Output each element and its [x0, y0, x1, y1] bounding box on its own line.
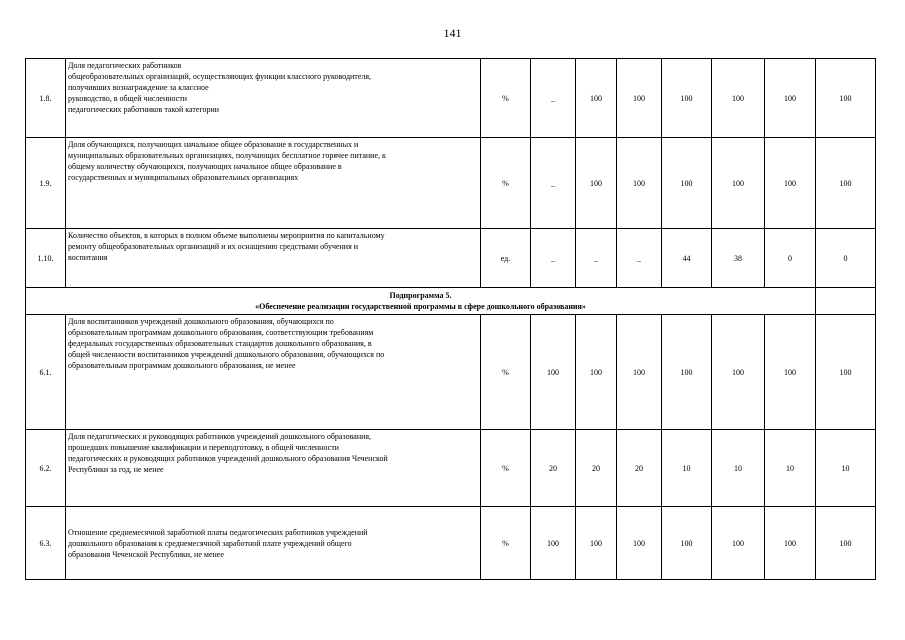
value-cell: 100 [576, 59, 617, 138]
value-cell: 100 [576, 138, 617, 229]
value-cell: 10 [765, 430, 816, 507]
value-cell: 100 [765, 59, 816, 138]
table-row [26, 430, 876, 507]
subprogram-header-row [26, 288, 876, 315]
value-cell: 100 [765, 138, 816, 229]
value-cell: 100 [576, 315, 617, 430]
value-cell: 100 [617, 138, 662, 229]
value-cell: 10 [816, 430, 876, 507]
value-cell: 100 [712, 138, 765, 229]
table-row [26, 507, 876, 580]
value-cell: _ [531, 138, 576, 229]
indicator-description: Доля воспитанников учреждений дошкольного образования, обучающихся по образовательным программам дошкольного образования, соответствующим требованиям федеральных государственных образовательных стандартов дошкольного образования, в общей численности воспитанников учреждений дошкольного образования, обучающихся по образовательным программам дошкольного образования, не менее [66, 315, 481, 430]
table-row [26, 59, 876, 138]
indicator-description: Доля педагогических и руководящих работников учреждений дошкольного образования, прошедших повышение квалификации и переподготовку, в общей численности педагогических и руководящих работников учреждений дошкольного образования Чеченской Республики за год, не менее [66, 430, 481, 507]
value-cell: 10 [662, 430, 712, 507]
value-cell: 100 [712, 315, 765, 430]
value-cell: 100 [816, 59, 876, 138]
subprogram-title [26, 288, 816, 315]
table-row [26, 138, 876, 229]
unit-cell: % [481, 59, 531, 138]
unit-cell: % [481, 430, 531, 507]
value-cell: 100 [816, 507, 876, 580]
page-number: 141 [443, 26, 462, 40]
table-row [26, 315, 876, 430]
value-cell: 0 [816, 229, 876, 288]
value-cell: 100 [662, 138, 712, 229]
row-number: 1.9. [26, 138, 66, 229]
value-cell: 100 [662, 315, 712, 430]
value-cell: 100 [816, 315, 876, 430]
subprogram-name: «Обеспечение реализации государственной программы в сфере дошкольного образования» [255, 302, 586, 311]
value-cell: 38 [712, 229, 765, 288]
table-row [26, 229, 876, 288]
value-cell: 100 [816, 138, 876, 229]
value-cell: 44 [662, 229, 712, 288]
value-cell: 20 [576, 430, 617, 507]
unit-cell: ед. [481, 229, 531, 288]
value-cell: 10 [712, 430, 765, 507]
value-cell: 20 [531, 430, 576, 507]
row-number: 6.1. [26, 315, 66, 430]
indicator-description: Отношение среднемесячной заработной платы педагогических работников учреждений дошкольного образования к среднемесячной заработной плате учреждений общего образования Чеченской Республики, не менее [66, 507, 481, 580]
value-cell: 100 [531, 315, 576, 430]
value-cell: 100 [765, 315, 816, 430]
value-cell: 100 [662, 507, 712, 580]
value-cell: 0 [765, 229, 816, 288]
value-cell: _ [617, 229, 662, 288]
row-number: 6.2. [26, 430, 66, 507]
indicators-table [25, 58, 876, 580]
indicator-description: Доля педагогических работников общеобразовательных организаций, осуществляющих функции классного руководителя, получивших вознаграждение за классное руководство, в общей численности педагогических работников такой категории [66, 59, 481, 138]
value-cell: 100 [576, 507, 617, 580]
unit-cell: % [481, 315, 531, 430]
subprogram-number: Подпрограмма 5. [389, 291, 452, 300]
value-cell: 100 [765, 507, 816, 580]
row-number: 1.10. [26, 229, 66, 288]
value-cell: 100 [662, 59, 712, 138]
value-cell: 100 [617, 59, 662, 138]
value-cell: 100 [712, 507, 765, 580]
indicator-description: Количество объектов, в которых в полном объеме выполнены мероприятия по капитальному ремонту общеобразовательных организаций и их оснащению средствами обучения и воспитания [66, 229, 481, 288]
value-cell: 100 [712, 59, 765, 138]
row-number: 6.3. [26, 507, 66, 580]
indicator-description: Доля обучающихся, получающих начальное общее образование в государственных и муниципальных образовательных организациях, получающих бесплатное горячее питание, к общему количеству обучающихся, получающих начальное общее образование в государственных и муниципальных образовательных организациях [66, 138, 481, 229]
row-number: 1.8. [26, 59, 66, 138]
unit-cell: % [481, 507, 531, 580]
value-cell: 100 [531, 507, 576, 580]
value-cell: _ [531, 59, 576, 138]
value-cell: _ [576, 229, 617, 288]
value-cell: 100 [617, 507, 662, 580]
unit-cell: % [481, 138, 531, 229]
value-cell: 100 [617, 315, 662, 430]
empty-cell [816, 288, 876, 315]
value-cell: _ [531, 229, 576, 288]
value-cell: 20 [617, 430, 662, 507]
